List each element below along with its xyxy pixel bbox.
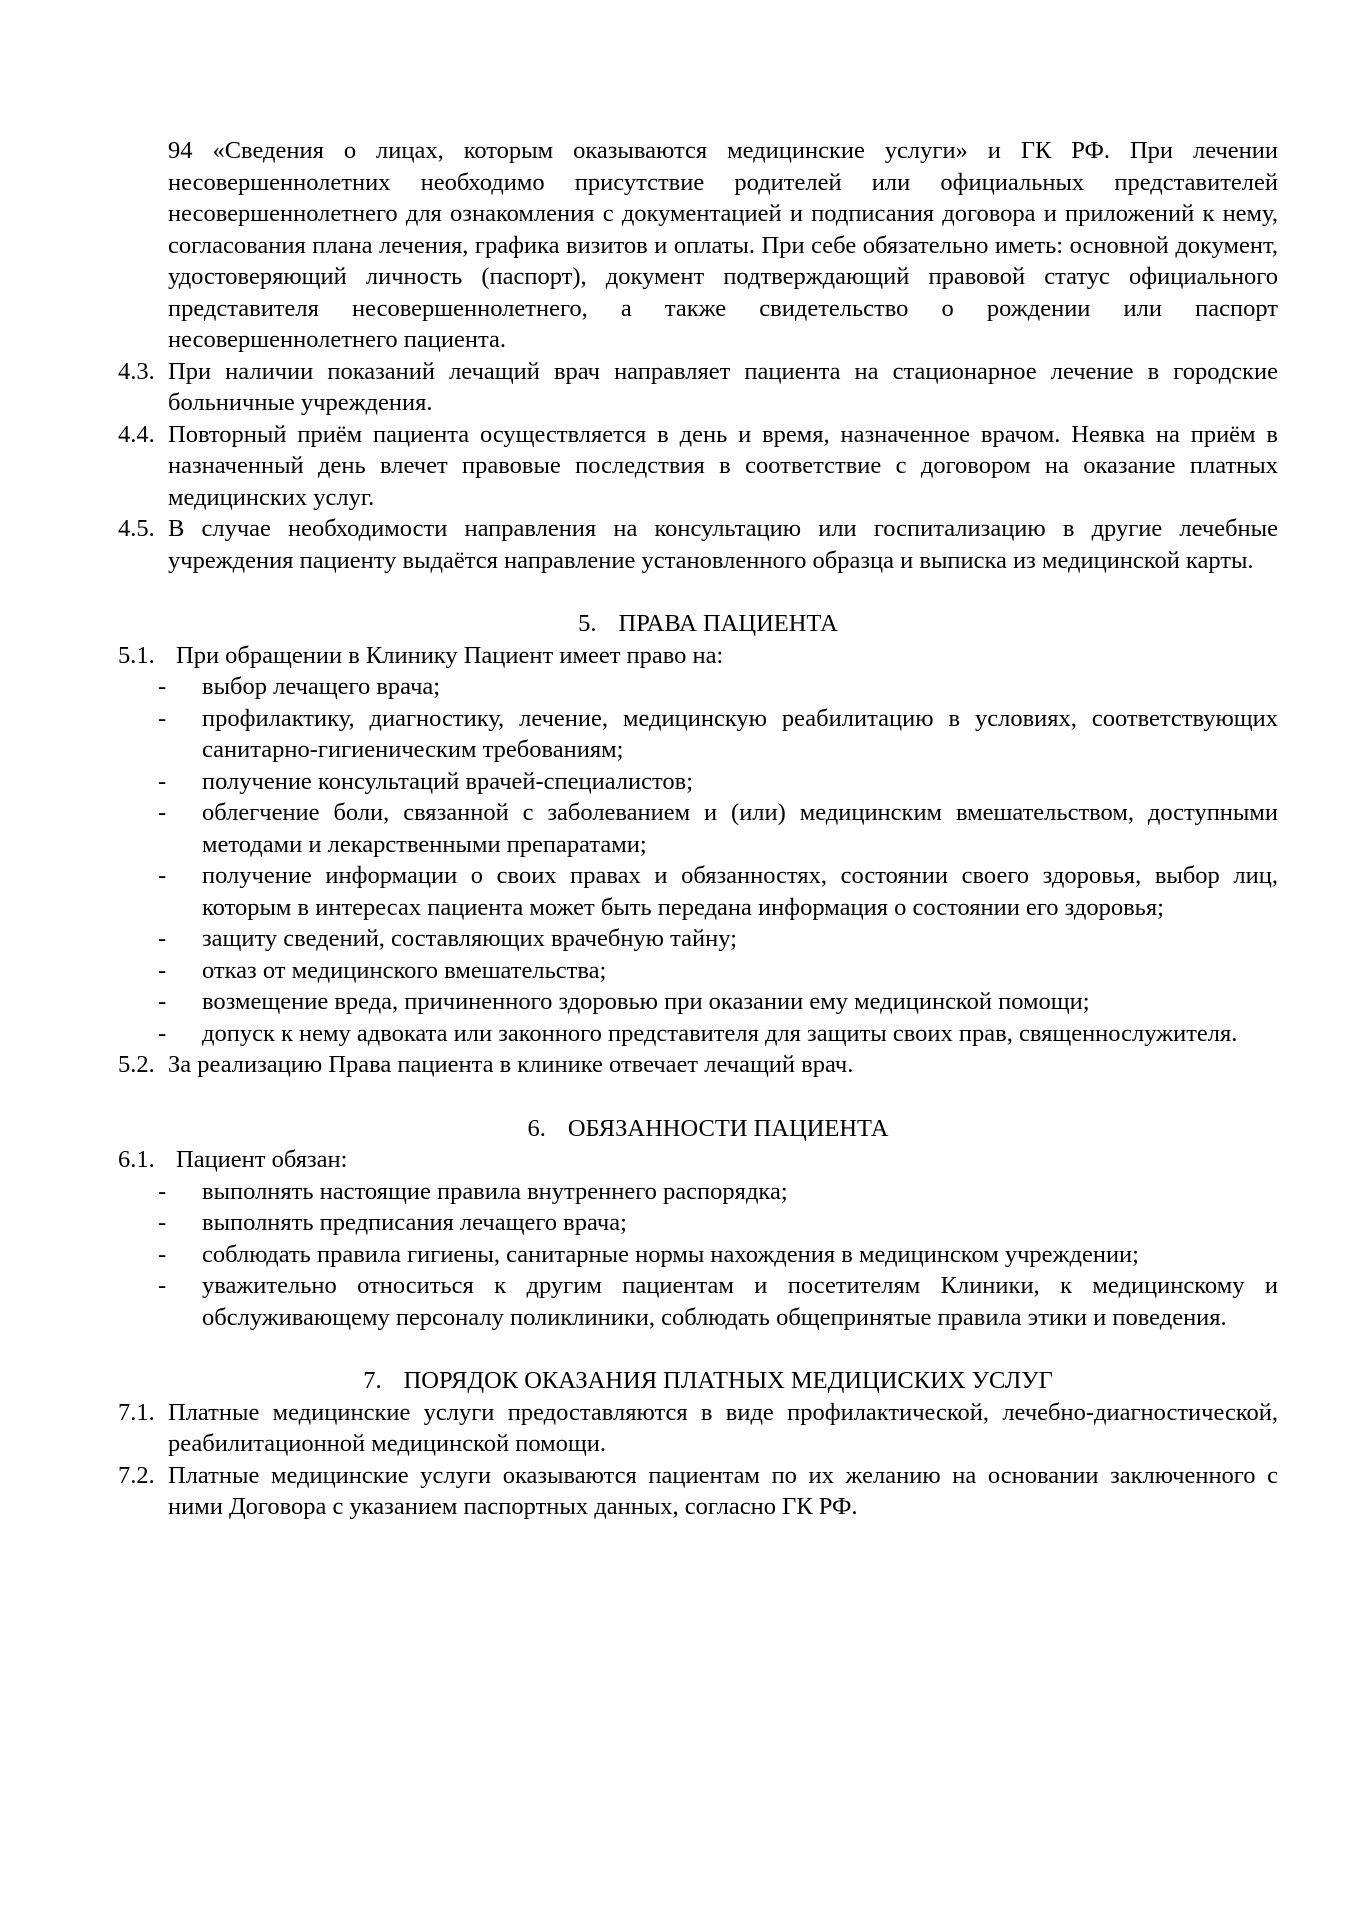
clause-5-2 (118, 1049, 1278, 1081)
document-body (118, 135, 1278, 1523)
dash-marker: - (158, 704, 167, 732)
dash-marker: - (158, 925, 167, 952)
list-item (118, 986, 1278, 1018)
dash-marker: - (158, 767, 167, 795)
patient-rights-list (118, 671, 1278, 1049)
dash-marker: - (158, 862, 167, 889)
clause-4-3 (118, 356, 1278, 419)
clause-4-4 (118, 419, 1278, 514)
list-item (118, 1207, 1278, 1239)
list-item (118, 766, 1278, 798)
clause-text: В случае необходимости направления на консультацию или госпитализацию в другие лечебные учреждения пациенту выдаётся направление установленного образца и выписка из медицинской карты. (168, 515, 1278, 574)
clause-6-1 (118, 1144, 1278, 1176)
list-item (118, 1270, 1278, 1333)
list-item-text: защиту сведений, составляющих врачебную тайну; (202, 925, 737, 952)
section-title: ОБЯЗАННОСТИ ПАЦИЕНТА (567, 1114, 889, 1142)
list-item-text: выполнять предписания лечащего врача; (202, 1209, 627, 1236)
list-item (118, 1176, 1278, 1208)
clause-text: Платные медицинские услуги оказываются пациентам по их желанию на основании заключенного с ними Договора с указанием паспортных данных, согласно ГК РФ. (168, 1461, 1278, 1520)
dash-marker: - (158, 1240, 167, 1268)
list-item-text: получение консультаций врачей-специалистов; (202, 767, 694, 795)
list-item-text: допуск к нему адвоката или законного представителя для защиты своих прав, священнослужителя. (202, 1019, 1238, 1047)
clause-number: 5.2. (118, 1051, 155, 1078)
patient-duties-list (118, 1176, 1278, 1334)
section-title: ПРАВА ПАЦИЕНТА (618, 610, 838, 637)
section-7-heading (118, 1365, 1278, 1397)
clause-number: 7.2. (118, 1461, 155, 1489)
clause-number: 4.5. (118, 515, 155, 542)
dash-marker: - (158, 1272, 167, 1299)
clause-7-2 (118, 1460, 1278, 1523)
dash-marker: - (158, 1177, 167, 1205)
list-item (118, 671, 1278, 703)
clause-text: Пациент обязан: (176, 1146, 348, 1173)
clause-text: При наличии показаний лечащий врач направляет пациента на стационарное лечение в городские больничные учреждения. (168, 357, 1278, 416)
list-item-text: уважительно относиться к другим пациентам и посетителям Клиники, к медицинскому и обслуживающему персоналу поликлиники, соблюдать общепринятые правила этики и поведения. (202, 1272, 1278, 1331)
clause-4-5 (118, 513, 1278, 576)
clause-7-1 (118, 1397, 1278, 1460)
section-number: 5. (578, 610, 597, 637)
clause-5-1 (118, 640, 1278, 672)
dash-marker: - (158, 799, 167, 826)
list-item-text: профилактику, диагностику, лечение, медицинскую реабилитацию в условиях, соответствующих санитарно-гигиеническим требованиям; (202, 704, 1278, 763)
list-item-text: облегчение боли, связанной с заболеванием и (или) медицинским вмешательством, доступными методами и лекарственными препаратами; (202, 799, 1278, 858)
list-item-text: возмещение вреда, причиненного здоровью при оказании ему медицинской помощи; (202, 988, 1090, 1015)
list-item (118, 923, 1278, 955)
clause-number: 4.3. (118, 357, 155, 385)
list-item-text: получение информации о своих правах и обязанностях, состоянии своего здоровья, выбор лиц, которым в интересах пациента может быть передана информация о состоянии его здоровья; (202, 862, 1278, 921)
clause-number: 7.1. (118, 1398, 155, 1426)
list-item (118, 703, 1278, 766)
section-6-heading (118, 1113, 1278, 1145)
dash-marker: - (158, 988, 167, 1015)
section-title: ПОРЯДОК ОКАЗАНИЯ ПЛАТНЫХ МЕДИЦИСКИХ УСЛУГ (403, 1367, 1053, 1394)
intro-paragraph: 94 «Сведения о лицах, которым оказываются медицинские услуги» и ГК РФ. При лечении несовершеннолетних необходимо присутствие родителей или официальных представителей несовершеннолетнего для ознакомления с документацией и подписания договора и приложений к нему, согласования плана лечения, графика визитов и оплаты. При себе обязательно иметь: основной документ, удостоверяющий личность (паспорт), документ подтверждающий правовой статус официального представителя несовершеннолетнего, а также свидетельство о рождении или паспорт несовершеннолетнего пациента. (168, 137, 1278, 353)
clause-number: 6.1. (118, 1146, 155, 1173)
section-5-heading (118, 608, 1278, 640)
list-item (118, 1239, 1278, 1271)
dash-marker: - (158, 1019, 167, 1047)
section-number: 7. (363, 1367, 382, 1394)
clause-number: 4.4. (118, 420, 155, 448)
clause-text: Платные медицинские услуги предоставляются в виде профилактической, лечебно-диагностической, реабилитационной медицинской помощи. (168, 1398, 1278, 1457)
clause-text: При обращении в Клинику Пациент имеет право на: (176, 641, 724, 669)
clause-number: 5.1. (118, 641, 155, 669)
list-item-text: выполнять настоящие правила внутреннего распорядка; (202, 1177, 788, 1205)
dash-marker: - (158, 1209, 167, 1236)
clause-text: За реализацию Права пациента в клинике отвечает лечащий врач. (168, 1051, 854, 1078)
section-number: 6. (527, 1114, 546, 1142)
list-item (118, 797, 1278, 860)
list-item-text: отказ от медицинского вмешательства; (202, 956, 607, 984)
list-item (118, 1018, 1278, 1050)
list-item (118, 955, 1278, 987)
list-item-text: выбор лечащего врача; (202, 673, 441, 700)
dash-marker: - (158, 956, 167, 984)
clause-text: Повторный приём пациента осуществляется в день и время, назначенное врачом. Неявка на приём в назначенный день влечет правовые последствия в соответствие с договором на оказание платных медицинских услуг. (168, 420, 1278, 511)
dash-marker: - (158, 673, 167, 700)
list-item (118, 860, 1278, 923)
list-item-text: соблюдать правила гигиены, санитарные нормы нахождения в медицинском учреждении; (202, 1240, 1139, 1268)
